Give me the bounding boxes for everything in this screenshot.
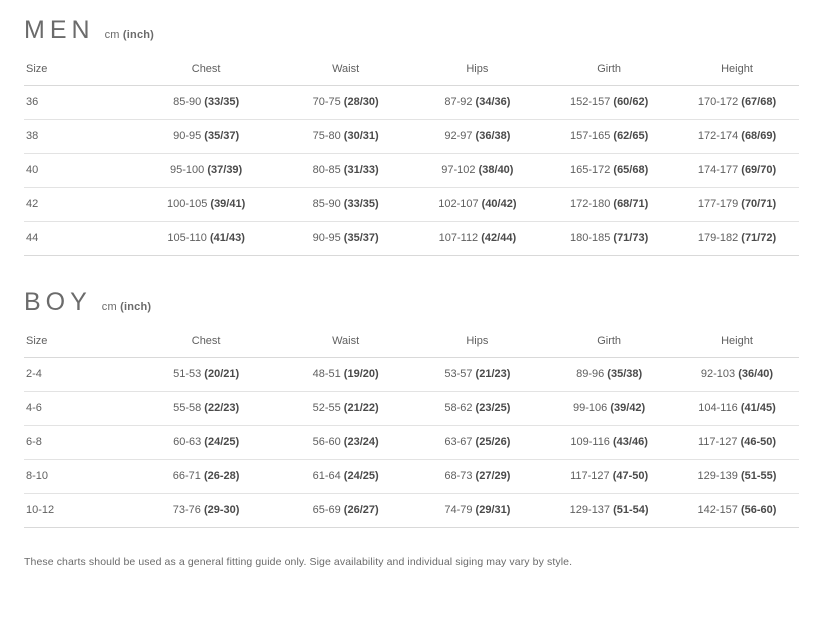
- table-row: [24, 222, 799, 256]
- cell-height: 92-103 (36/40): [675, 358, 799, 392]
- column-header-waist: Waist: [280, 329, 412, 358]
- section-title-boy: BOY: [24, 288, 92, 316]
- column-header-height: Height: [675, 57, 799, 86]
- cell-hips: 92-97 (36/38): [412, 120, 544, 154]
- cell-height: 104-116 (41/45): [675, 392, 799, 426]
- column-header-waist: Waist: [280, 57, 412, 86]
- cell-chest: 95-100 (37/39): [133, 154, 280, 188]
- cell-waist: 61-64 (24/25): [280, 460, 412, 494]
- cell-hips: 74-79 (29/31): [412, 494, 544, 528]
- cell-size: 4-6: [24, 392, 133, 426]
- table-row: [24, 392, 799, 426]
- column-header-hips: Hips: [412, 57, 544, 86]
- table-row: [24, 188, 799, 222]
- cell-size: 38: [24, 120, 133, 154]
- cell-girth: 165-172 (65/68): [543, 154, 675, 188]
- cell-waist: 80-85 (31/33): [280, 154, 412, 188]
- column-header-chest: Chest: [133, 57, 280, 86]
- cell-chest: 90-95 (35/37): [133, 120, 280, 154]
- unit-paren: (inch): [122, 29, 155, 41]
- table-row: [24, 460, 799, 494]
- section-header-boy: [24, 290, 799, 315]
- table-header-row: [24, 57, 799, 86]
- cell-girth: 129-137 (51-54): [543, 494, 675, 528]
- cell-waist: 65-69 (26/27): [280, 494, 412, 528]
- cell-size: 36: [24, 86, 133, 120]
- cell-waist: 90-95 (35/37): [280, 222, 412, 256]
- column-header-girth: Girth: [543, 329, 675, 358]
- section-spacer: [24, 256, 799, 290]
- table-row: [24, 120, 799, 154]
- column-header-height: Height: [675, 329, 799, 358]
- cell-waist: 52-55 (21/22): [280, 392, 412, 426]
- section-unit-men: [105, 29, 154, 41]
- size-table-men: [24, 57, 799, 256]
- cell-hips: 68-73 (27/29): [412, 460, 544, 494]
- cell-hips: 53-57 (21/23): [412, 358, 544, 392]
- cell-height: 129-139 (51-55): [675, 460, 799, 494]
- cell-height: 172-174 (68/69): [675, 120, 799, 154]
- column-header-hips: Hips: [412, 329, 544, 358]
- table-row: [24, 154, 799, 188]
- cell-waist: 70-75 (28/30): [280, 86, 412, 120]
- cell-hips: 107-112 (42/44): [412, 222, 544, 256]
- cell-hips: 58-62 (23/25): [412, 392, 544, 426]
- cell-height: 170-172 (67/68): [675, 86, 799, 120]
- cell-size: 10-12: [24, 494, 133, 528]
- cell-hips: 63-67 (25/26): [412, 426, 544, 460]
- unit-prefix: cm: [104, 29, 120, 41]
- cell-girth: 109-116 (43/46): [543, 426, 675, 460]
- section-title-men: MEN: [24, 16, 95, 44]
- table-row: [24, 358, 799, 392]
- cell-size: 44: [24, 222, 133, 256]
- unit-paren: (inch): [120, 301, 152, 313]
- cell-height: 117-127 (46-50): [675, 426, 799, 460]
- table-row: [24, 86, 799, 120]
- section-unit-boy: [102, 301, 151, 313]
- table-row: [24, 426, 799, 460]
- unit-prefix: cm: [101, 301, 117, 313]
- cell-girth: 117-127 (47-50): [543, 460, 675, 494]
- cell-girth: 89-96 (35/38): [543, 358, 675, 392]
- cell-waist: 85-90 (33/35): [280, 188, 412, 222]
- table-row: [24, 494, 799, 528]
- cell-chest: 73-76 (29-30): [133, 494, 280, 528]
- cell-hips: 97-102 (38/40): [412, 154, 544, 188]
- cell-chest: 105-110 (41/43): [133, 222, 280, 256]
- cell-size: 2-4: [24, 358, 133, 392]
- column-header-chest: Chest: [133, 329, 280, 358]
- cell-height: 177-179 (70/71): [675, 188, 799, 222]
- cell-size: 42: [24, 188, 133, 222]
- cell-girth: 99-106 (39/42): [543, 392, 675, 426]
- cell-waist: 75-80 (30/31): [280, 120, 412, 154]
- cell-height: 142-157 (56-60): [675, 494, 799, 528]
- cell-chest: 51-53 (20/21): [133, 358, 280, 392]
- cell-girth: 157-165 (62/65): [543, 120, 675, 154]
- cell-waist: 56-60 (23/24): [280, 426, 412, 460]
- cell-hips: 102-107 (40/42): [412, 188, 544, 222]
- cell-hips: 87-92 (34/36): [412, 86, 544, 120]
- cell-height: 179-182 (71/72): [675, 222, 799, 256]
- size-table-boy: [24, 329, 799, 528]
- table-header-row: [24, 329, 799, 358]
- section-header-men: [24, 18, 799, 43]
- footnote-text: These charts should be used as a general fitting guide only. Sige availability and individual siging may vary by style.: [24, 556, 573, 568]
- cell-girth: 152-157 (60/62): [543, 86, 675, 120]
- cell-chest: 55-58 (22/23): [133, 392, 280, 426]
- cell-waist: 48-51 (19/20): [280, 358, 412, 392]
- cell-girth: 172-180 (68/71): [543, 188, 675, 222]
- cell-chest: 66-71 (26-28): [133, 460, 280, 494]
- cell-chest: 60-63 (24/25): [133, 426, 280, 460]
- cell-chest: 85-90 (33/35): [133, 86, 280, 120]
- cell-size: 6-8: [24, 426, 133, 460]
- column-header-size: Size: [24, 329, 133, 358]
- cell-chest: 100-105 (39/41): [133, 188, 280, 222]
- cell-height: 174-177 (69/70): [675, 154, 799, 188]
- column-header-girth: Girth: [543, 57, 675, 86]
- column-header-size: Size: [24, 57, 133, 86]
- cell-girth: 180-185 (71/73): [543, 222, 675, 256]
- cell-size: 40: [24, 154, 133, 188]
- cell-size: 8-10: [24, 460, 133, 494]
